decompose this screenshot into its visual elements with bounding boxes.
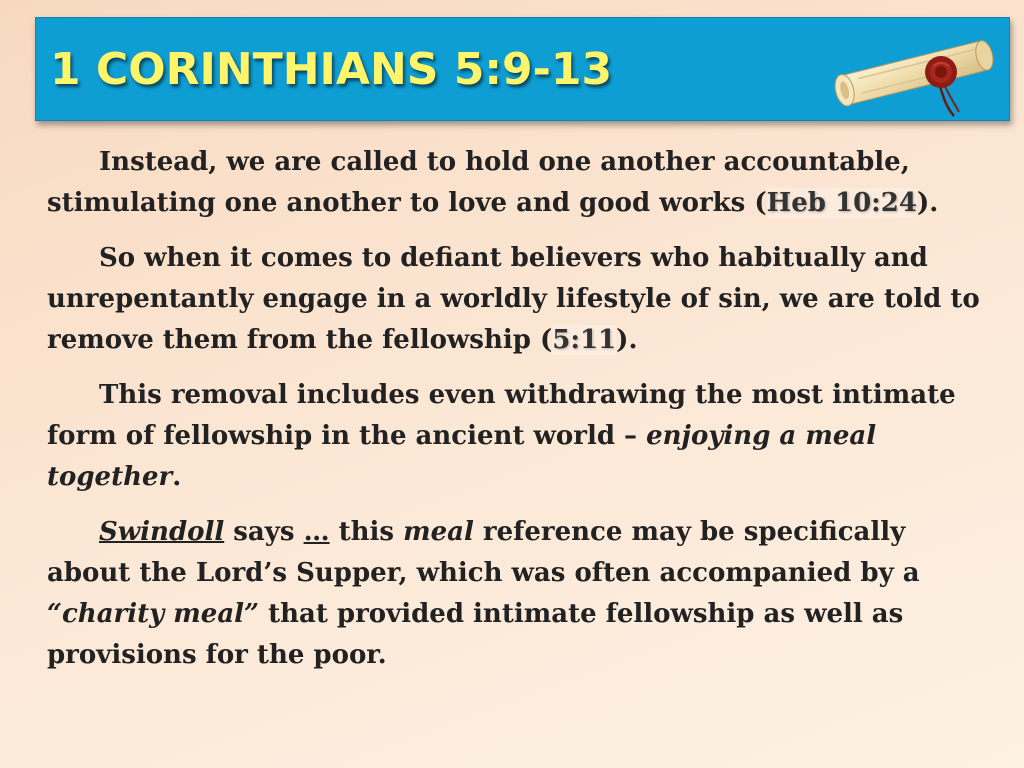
says-text: says bbox=[224, 517, 304, 547]
charity-meal-emphasis: “charity meal” bbox=[47, 599, 260, 629]
scripture-reference: 5:11 bbox=[552, 325, 617, 355]
paragraph-1-text: Instead, we are called to hold one another accountable, stimulating one another to love and good works ( bbox=[47, 147, 910, 218]
ellipsis: … bbox=[303, 517, 330, 547]
paragraph-1-end: ). bbox=[916, 188, 939, 218]
paragraph-2 bbox=[47, 238, 992, 361]
paragraph-1 bbox=[47, 142, 992, 224]
paragraph-4-text-a: this bbox=[329, 517, 404, 547]
paragraph-2-text: So when it comes to defiant believers who habitually and unrepentantly engage in a worldly lifestyle of sin, we are told to remove them from the fellowship ( bbox=[47, 243, 980, 355]
paragraph-3-text: This removal includes even withdrawing the most intimate form of fellowship in the ancient world – bbox=[47, 380, 956, 451]
slide-title: 1 CORINTHIANS 5:9-13 bbox=[50, 44, 613, 95]
emphasis-text: enjoying a meal together bbox=[47, 421, 877, 492]
paragraph-3 bbox=[47, 375, 992, 498]
meal-emphasis: meal bbox=[403, 517, 474, 547]
paragraph-2-end: ). bbox=[616, 325, 638, 355]
paragraph-4 bbox=[47, 512, 992, 676]
author-name: Swindoll bbox=[99, 517, 225, 547]
title-bar bbox=[35, 17, 1010, 121]
scroll-seal-icon bbox=[819, 20, 999, 120]
paragraph-4-end: that provided intimate fellowship as well as provisions for the poor. bbox=[47, 599, 904, 670]
scripture-reference: Heb 10:24 bbox=[766, 188, 917, 218]
paragraph-4-text-b: reference may be specifically about the Lord’s Supper, which was often accompanied by a bbox=[47, 517, 920, 588]
slide-body bbox=[47, 142, 992, 690]
paragraph-3-end: . bbox=[172, 462, 182, 492]
